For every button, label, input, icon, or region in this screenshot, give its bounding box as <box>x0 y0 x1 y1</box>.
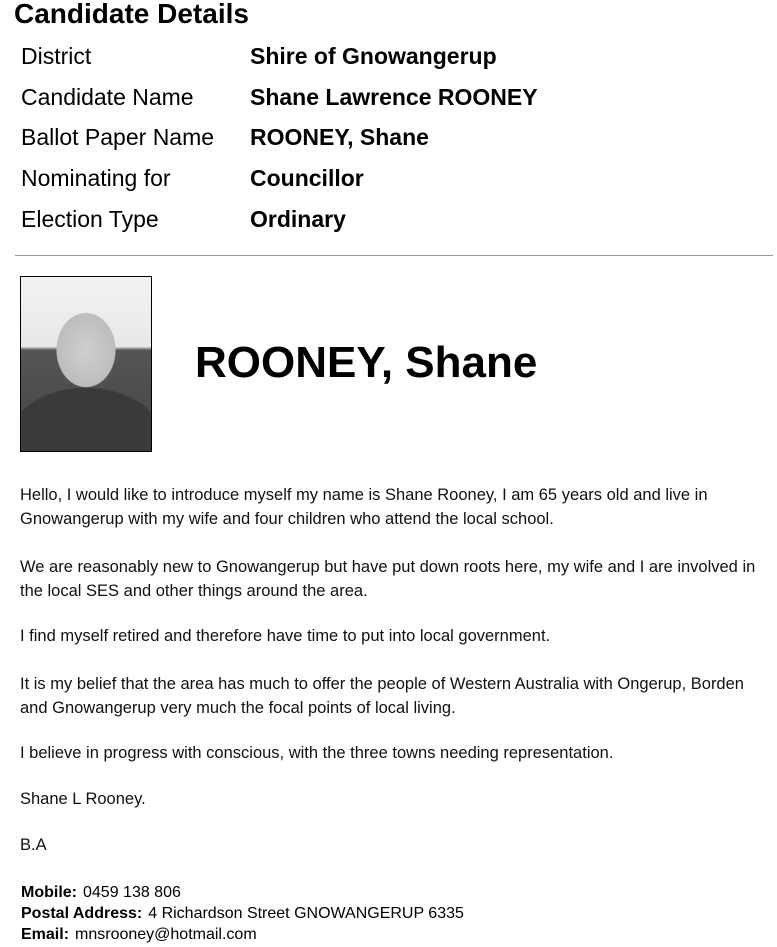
statement-signoff: Shane L Rooney. <box>20 790 146 808</box>
address-value: 4 Richardson Street GNOWANGERUP 6335 <box>148 905 464 922</box>
page-title: Candidate Details <box>14 0 249 29</box>
statement-paragraph: We are reasonably new to Gnowangerup but have put down roots here, my wife and I are involved in the local SES and other things around the area. <box>20 558 756 600</box>
detail-label: Ballot Paper Name <box>21 124 215 150</box>
statement-credentials: B.A <box>20 836 47 854</box>
detail-label: District <box>21 43 92 69</box>
mobile-value: 0459 138 806 <box>83 884 181 901</box>
detail-label: Election Type <box>21 206 159 232</box>
detail-label: Candidate Name <box>21 84 194 110</box>
email-value: mnsrooney@hotmail.com <box>75 926 257 943</box>
statement-paragraph: It is my belief that the area has much to offer the people of Western Australia with Ongerup, Borden and Gnowangerup very much the focal points of local living. <box>20 675 744 717</box>
detail-label: Nominating for <box>21 165 171 191</box>
contact-address <box>21 903 464 924</box>
contact-email <box>21 924 257 945</box>
candidate-photo <box>20 276 152 452</box>
detail-value: ROONEY, Shane <box>250 124 429 150</box>
divider <box>15 255 773 256</box>
mobile-label: Mobile: <box>21 884 77 901</box>
detail-value: Shane Lawrence ROONEY <box>250 84 538 110</box>
contact-mobile <box>21 882 181 903</box>
detail-value: Ordinary <box>250 206 346 232</box>
statement-paragraph: I find myself retired and therefore have time to put into local government. <box>20 627 551 645</box>
statement-paragraph: I believe in progress with conscious, with the three towns needing representation. <box>20 744 614 762</box>
candidate-name-heading: ROONEY, Shane <box>195 338 538 387</box>
email-label: Email: <box>21 926 70 943</box>
detail-value: Shire of Gnowangerup <box>250 43 497 69</box>
address-label: Postal Address: <box>21 905 143 922</box>
detail-value: Councillor <box>250 165 364 191</box>
statement-paragraph: Hello, I would like to introduce myself my name is Shane Rooney, I am 65 years old and live in Gnowangerup with my wife and four children who attend the local school. <box>20 486 708 528</box>
